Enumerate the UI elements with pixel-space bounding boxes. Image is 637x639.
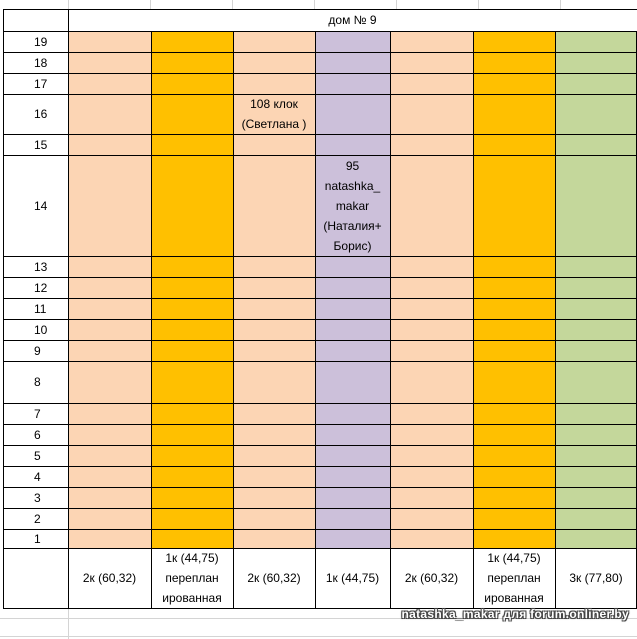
apartment-cell[interactable] — [390, 134, 473, 155]
apartment-cell[interactable] — [151, 298, 233, 319]
floor-number[interactable]: 9 — [34, 343, 41, 358]
apartment-cell[interactable] — [390, 52, 473, 73]
table-border — [390, 31, 391, 608]
apartment-cell[interactable] — [555, 487, 637, 508]
apartment-cell[interactable] — [151, 256, 233, 277]
apartment-cell[interactable] — [473, 466, 555, 487]
floor-number[interactable]: 4 — [34, 469, 41, 484]
apartment-cell[interactable] — [473, 277, 555, 298]
apartment-type-label: 2к (60,32) — [82, 571, 137, 585]
apartment-cell[interactable] — [151, 134, 233, 155]
apartment-type-label: 1к (44,75) переплан ированная — [162, 551, 222, 605]
apartment-note[interactable]: 108 клок (Светлана ) — [241, 97, 307, 131]
apartment-cell[interactable] — [233, 256, 315, 277]
floor-number[interactable]: 18 — [34, 55, 48, 70]
apartment-cell[interactable] — [315, 31, 390, 52]
apartment-cell[interactable] — [473, 361, 555, 403]
apartment-cell[interactable] — [473, 424, 555, 445]
floor-number[interactable]: 1 — [34, 531, 41, 546]
apartment-type-label: 1к (44,75) — [325, 571, 380, 585]
gridline — [478, 0, 479, 9]
apartment-cell[interactable] — [68, 403, 151, 424]
apartment-cell[interactable] — [473, 94, 555, 134]
apartment-cell[interactable] — [555, 134, 637, 155]
apartment-cell[interactable] — [233, 466, 315, 487]
apartment-cell[interactable] — [473, 487, 555, 508]
apartment-cell[interactable] — [151, 424, 233, 445]
apartment-cell[interactable] — [473, 529, 555, 548]
gridline — [232, 0, 233, 9]
floor-number[interactable]: 6 — [34, 427, 41, 442]
apartment-cell[interactable] — [473, 340, 555, 361]
apartment-cell[interactable] — [555, 31, 637, 52]
apartment-cell[interactable] — [233, 31, 315, 52]
apartment-cell[interactable] — [151, 361, 233, 403]
apartment-cell[interactable] — [390, 487, 473, 508]
apartment-cell[interactable] — [68, 340, 151, 361]
table-border — [68, 9, 69, 608]
table-border — [3, 31, 637, 32]
apartment-cell[interactable] — [555, 529, 637, 548]
table-border — [3, 298, 637, 299]
apartment-cell[interactable] — [233, 155, 315, 256]
apartment-cell[interactable] — [233, 52, 315, 73]
gridline — [0, 636, 637, 637]
apartment-cell[interactable] — [315, 94, 390, 134]
apartment-cell[interactable] — [473, 73, 555, 94]
apartment-cell[interactable] — [315, 298, 390, 319]
apartment-cell[interactable] — [151, 94, 233, 134]
table-border — [3, 340, 637, 341]
apartment-cell[interactable] — [68, 134, 151, 155]
apartment-cell[interactable] — [390, 155, 473, 256]
floor-number[interactable]: 19 — [34, 34, 48, 49]
apartment-cell[interactable] — [68, 445, 151, 466]
apartment-cell[interactable] — [390, 73, 473, 94]
apartment-cell[interactable] — [68, 487, 151, 508]
apartment-cell[interactable] — [151, 73, 233, 94]
apartment-cell[interactable] — [315, 73, 390, 94]
apartment-cell[interactable] — [151, 466, 233, 487]
apartment-cell[interactable] — [473, 155, 555, 256]
table-border — [3, 94, 637, 95]
table-border — [3, 424, 637, 425]
table-border — [555, 31, 556, 608]
apartment-cell[interactable] — [151, 31, 233, 52]
apartment-type-label: 3к (77,80) — [569, 571, 623, 585]
floor-number[interactable]: 8 — [34, 375, 41, 389]
floor-number[interactable]: 3 — [34, 490, 41, 505]
apartment-cell[interactable] — [151, 319, 233, 340]
apartment-cell[interactable] — [233, 319, 315, 340]
apartment-cell[interactable] — [473, 31, 555, 52]
apartment-cell[interactable] — [555, 298, 637, 319]
apartment-cell[interactable] — [390, 298, 473, 319]
apartment-cell[interactable] — [315, 424, 390, 445]
apartment-cell[interactable] — [555, 508, 637, 529]
apartment-cell[interactable] — [473, 256, 555, 277]
apartment-cell[interactable] — [233, 529, 315, 548]
apartment-cell[interactable] — [151, 508, 233, 529]
table-border — [473, 31, 474, 608]
apartment-cell[interactable] — [233, 298, 315, 319]
apartment-cell[interactable] — [151, 445, 233, 466]
table-border — [3, 529, 637, 530]
apartment-cell[interactable] — [315, 403, 390, 424]
apartment-cell[interactable] — [390, 424, 473, 445]
apartment-cell[interactable] — [68, 361, 151, 403]
table-border — [3, 445, 637, 446]
apartment-cell[interactable] — [233, 361, 315, 403]
floor-number[interactable]: 14 — [34, 198, 48, 213]
apartment-cell[interactable] — [555, 424, 637, 445]
floor-number[interactable]: 13 — [34, 259, 48, 274]
apartment-cell[interactable] — [315, 529, 390, 548]
apartment-type-label: 2к (60,32) — [404, 571, 459, 585]
floor-number[interactable]: 11 — [34, 301, 47, 316]
apartment-cell[interactable] — [151, 340, 233, 361]
apartment-cell[interactable] — [233, 424, 315, 445]
apartment-cell[interactable] — [151, 529, 233, 548]
table-border — [3, 9, 637, 10]
apartment-cell[interactable] — [390, 31, 473, 52]
apartment-cell[interactable] — [315, 445, 390, 466]
apartment-cell[interactable] — [390, 340, 473, 361]
table-border — [3, 466, 637, 467]
floor-number[interactable]: 12 — [34, 280, 48, 295]
watermark: natashka_makar для forum.onliner.by — [401, 607, 629, 621]
apartment-cell[interactable] — [68, 508, 151, 529]
apartment-cell[interactable] — [233, 277, 315, 298]
apartment-cell[interactable] — [68, 73, 151, 94]
apartment-cell[interactable] — [473, 445, 555, 466]
apartment-cell[interactable] — [473, 403, 555, 424]
table-border — [3, 52, 637, 53]
apartment-cell[interactable] — [151, 155, 233, 256]
apartment-cell[interactable] — [68, 298, 151, 319]
apartment-note[interactable]: 95 natashka_ makar (Наталия+ Борис) — [323, 158, 382, 253]
gridline — [68, 0, 69, 9]
sheet-title: дом № 9 — [328, 13, 377, 27]
apartment-cell[interactable] — [473, 508, 555, 529]
apartment-cell[interactable] — [233, 508, 315, 529]
apartment-cell[interactable] — [315, 508, 390, 529]
apartment-cell[interactable] — [315, 361, 390, 403]
gridline — [314, 0, 315, 9]
apartment-cell[interactable] — [151, 52, 233, 73]
apartment-cell[interactable] — [555, 256, 637, 277]
table-border — [3, 256, 637, 257]
gridline — [396, 0, 397, 9]
apartment-cell[interactable] — [233, 134, 315, 155]
apartment-cell[interactable] — [555, 52, 637, 73]
table-border — [3, 361, 637, 362]
apartment-cell[interactable] — [390, 466, 473, 487]
apartment-cell[interactable] — [555, 403, 637, 424]
table-border — [315, 31, 316, 608]
apartment-cell[interactable] — [555, 94, 637, 134]
apartment-cell[interactable] — [315, 466, 390, 487]
apartment-cell[interactable] — [151, 487, 233, 508]
apartment-cell[interactable] — [68, 319, 151, 340]
apartment-cell[interactable] — [68, 155, 151, 256]
apartment-cell[interactable] — [68, 277, 151, 298]
apartment-cell[interactable] — [315, 134, 390, 155]
apartment-cell[interactable] — [233, 73, 315, 94]
floor-number[interactable]: 7 — [34, 406, 41, 421]
apartment-cell[interactable] — [555, 466, 637, 487]
table-border — [3, 277, 637, 278]
apartment-cell[interactable] — [315, 277, 390, 298]
apartment-type-label: 2к (60,32) — [247, 571, 301, 585]
floor-number[interactable]: 15 — [34, 137, 48, 152]
apartment-cell[interactable] — [473, 319, 555, 340]
gridline — [560, 0, 561, 9]
floor-number[interactable]: 17 — [34, 76, 48, 91]
apartment-cell[interactable] — [68, 94, 151, 134]
apartment-cell[interactable] — [233, 445, 315, 466]
apartment-cell[interactable] — [315, 256, 390, 277]
apartment-cell[interactable] — [473, 298, 555, 319]
table-border — [3, 73, 637, 74]
apartment-cell[interactable] — [390, 94, 473, 134]
floor-number[interactable]: 16 — [34, 107, 48, 121]
apartment-cell[interactable] — [390, 256, 473, 277]
apartment-cell[interactable] — [390, 403, 473, 424]
gridline — [68, 608, 69, 639]
apartment-cell[interactable] — [555, 277, 637, 298]
apartment-cell[interactable] — [68, 256, 151, 277]
apartment-cell[interactable] — [315, 487, 390, 508]
apartment-cell[interactable] — [555, 73, 637, 94]
apartment-cell[interactable] — [68, 529, 151, 548]
floor-number[interactable]: 5 — [34, 448, 41, 463]
apartment-cell[interactable] — [233, 340, 315, 361]
apartment-cell[interactable] — [390, 508, 473, 529]
apartment-cell[interactable] — [68, 424, 151, 445]
apartment-cell[interactable] — [473, 134, 555, 155]
apartment-cell[interactable] — [555, 361, 637, 403]
apartment-cell[interactable] — [555, 340, 637, 361]
apartment-cell[interactable] — [68, 52, 151, 73]
apartment-cell[interactable] — [390, 445, 473, 466]
apartment-cell[interactable] — [151, 403, 233, 424]
apartment-cell[interactable] — [555, 319, 637, 340]
apartment-cell[interactable] — [315, 340, 390, 361]
apartment-type-label: 1к (44,75) переплан ированная — [484, 551, 544, 605]
apartment-cell[interactable] — [68, 31, 151, 52]
apartment-cell[interactable] — [555, 155, 637, 256]
table-border — [151, 31, 152, 608]
table-border — [3, 508, 637, 509]
floor-number[interactable]: 2 — [34, 511, 41, 526]
apartment-cell[interactable] — [473, 52, 555, 73]
table-border — [3, 487, 637, 488]
apartment-cell[interactable] — [233, 487, 315, 508]
gridline — [150, 0, 151, 9]
apartment-cell[interactable] — [390, 277, 473, 298]
apartment-cell[interactable] — [390, 529, 473, 548]
apartment-cell[interactable] — [233, 403, 315, 424]
apartment-cell[interactable] — [315, 319, 390, 340]
apartment-cell[interactable] — [390, 319, 473, 340]
table-border — [3, 134, 637, 135]
apartment-cell[interactable] — [151, 277, 233, 298]
apartment-cell[interactable] — [315, 52, 390, 73]
apartment-cell[interactable] — [390, 361, 473, 403]
table-border — [3, 403, 637, 404]
table-border — [3, 319, 637, 320]
apartment-cell[interactable] — [68, 466, 151, 487]
apartment-cell[interactable] — [555, 445, 637, 466]
floor-number[interactable]: 10 — [34, 322, 48, 337]
